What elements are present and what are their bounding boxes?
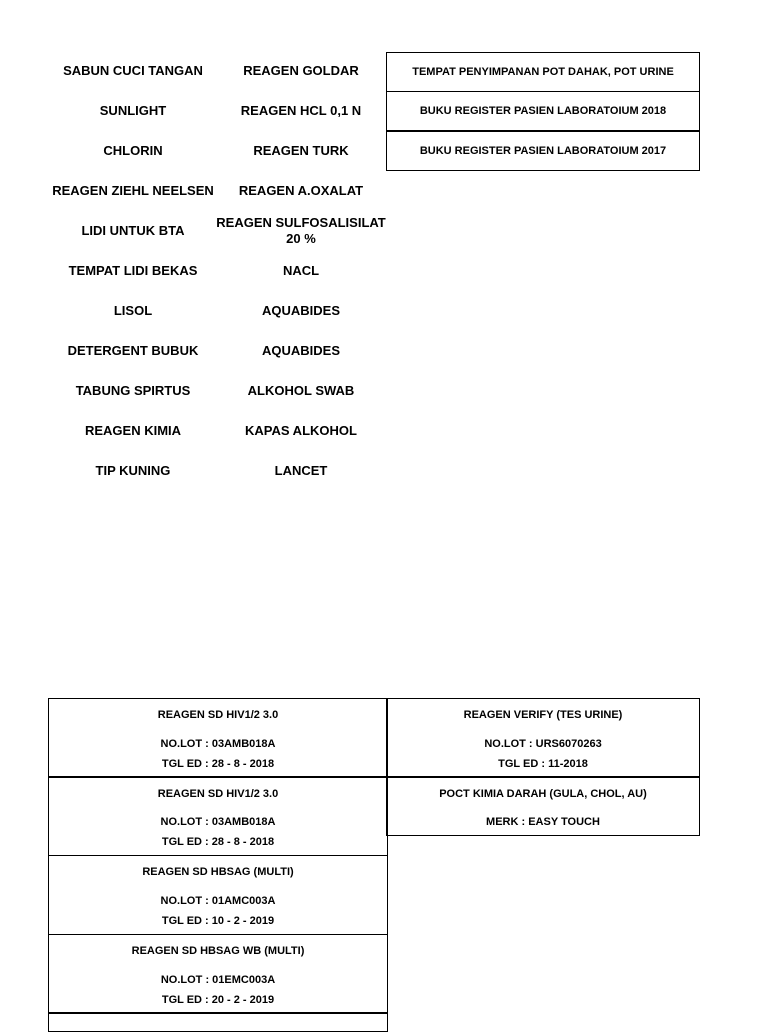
label-reagen-turk: REAGEN TURK [253, 143, 349, 158]
reagent-ed: TGL ED : 10 - 2 - 2019 [161, 915, 275, 927]
label-reagen-ziehl-neelsen: REAGEN ZIEHL NEELSEN [52, 183, 214, 198]
label-tabung-spirtus: TABUNG SPIRTUS [75, 383, 191, 398]
box-label: BUKU REGISTER PASIEN LABORATOIUM 2017 [419, 145, 667, 157]
label-reagen-kimia: REAGEN KIMIA [84, 423, 182, 438]
reagent-name: REAGEN VERIFY (TES URINE) [463, 709, 623, 721]
box-register-2018 [386, 91, 700, 131]
label-chlorin: CHLORIN [103, 143, 163, 158]
reagent-lot: NO.LOT : 01AMC003A [160, 895, 276, 907]
label-tip-kuning: TIP KUNING [95, 463, 171, 478]
box-tempat-penyimpanan [386, 52, 700, 92]
label-sabun-cuci-tangan: SABUN CUCI TANGAN [63, 63, 203, 78]
reagent-lot: NO.LOT : 01EMC003A [160, 974, 276, 986]
label-nacl: NACL [282, 263, 320, 278]
reagent-ed: TGL ED : 28 - 8 - 2018 [161, 836, 275, 848]
box-register-2017 [386, 131, 700, 171]
label-reagen-a-oxalat: REAGEN A.OXALAT [238, 183, 364, 198]
label-reagen-goldar: REAGEN GOLDAR [243, 63, 359, 78]
label-tempat-lidi-bekas: TEMPAT LIDI BEKAS [68, 263, 198, 278]
reagent-lot: NO.LOT : URS6070263 [484, 738, 602, 750]
reagent-ed: TGL ED : 11-2018 [498, 758, 588, 770]
label-kapas-alkohol: KAPAS ALKOHOL [245, 423, 357, 438]
reagent-cell [48, 855, 388, 935]
reagent-lot: NO.LOT : 03AMB018A [160, 738, 276, 750]
reagent-lot: NO.LOT : 03AMB018A [160, 816, 276, 828]
label-reagen-sulfosalisilat-percent: 20 % [286, 231, 316, 246]
label-lisol: LISOL [113, 303, 153, 318]
label-sunlight: SUNLIGHT [99, 103, 167, 118]
label-detergent-bubuk: DETERGENT BUBUK [67, 343, 199, 358]
label-reagen-hcl: REAGEN HCL 0,1 N [240, 103, 362, 118]
label-aquabides-2: AQUABIDES [261, 343, 340, 358]
reagent-brand: MERK : EASY TOUCH [486, 816, 600, 828]
reagent-name: REAGEN SD HBSAG WB (MULTI) [131, 945, 305, 957]
reagent-name: REAGEN SD HIV1/2 3.0 [157, 709, 279, 721]
reagent-cell [48, 698, 388, 778]
reagent-name: POCT KIMIA DARAH (GULA, CHOL, AU) [439, 788, 647, 800]
reagent-cell [48, 1012, 388, 1032]
reagent-ed: TGL ED : 20 - 2 - 2019 [161, 994, 275, 1006]
reagent-cell [386, 776, 700, 836]
reagent-cell [48, 934, 388, 1014]
reagent-ed: TGL ED : 28 - 8 - 2018 [161, 758, 275, 770]
label-lidi-untuk-bta: LIDI UNTUK BTA [81, 223, 185, 238]
label-lancet: LANCET [274, 463, 328, 478]
reagent-name: REAGEN SD HIV1/2 3.0 [157, 788, 279, 800]
reagent-cell [386, 698, 700, 778]
box-label: BUKU REGISTER PASIEN LABORATOIUM 2018 [419, 105, 667, 117]
reagent-cell [48, 776, 388, 856]
box-label: TEMPAT PENYIMPANAN POT DAHAK, POT URINE [412, 66, 674, 78]
label-alkohol-swab: ALKOHOL SWAB [247, 383, 355, 398]
reagent-name: REAGEN SD HBSAG (MULTI) [142, 866, 294, 878]
label-aquabides-1: AQUABIDES [261, 303, 340, 318]
label-reagen-sulfosalisilat: REAGEN SULFOSALISILAT [216, 215, 386, 230]
